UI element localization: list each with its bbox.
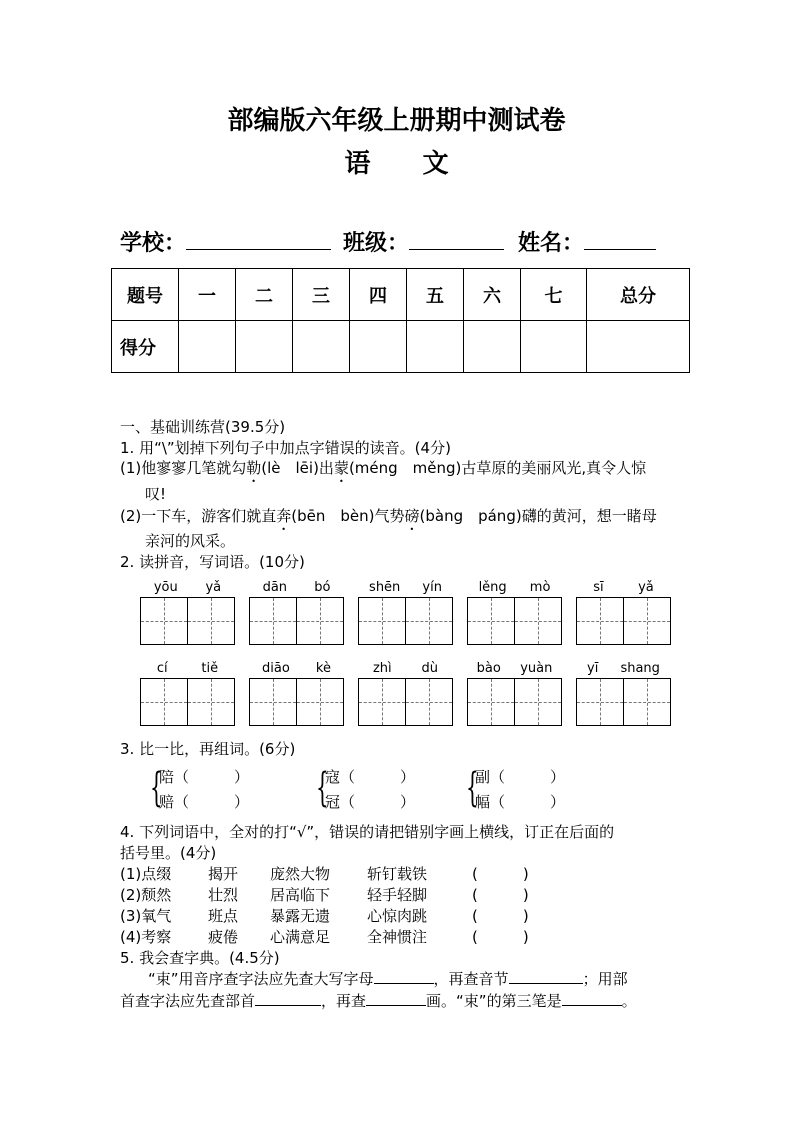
writing-box[interactable] [577, 679, 623, 725]
answer-field[interactable]: ( ) [472, 865, 529, 883]
writing-box[interactable] [296, 598, 343, 644]
writing-box[interactable] [141, 598, 187, 644]
answer-blank[interactable] [562, 991, 622, 1006]
compare-item[interactable]: 寇（ ） [325, 768, 416, 786]
compare-item[interactable]: 冠（ ） [325, 793, 416, 811]
q2-prompt: 2. 读拼音，写词语。(10分) [120, 553, 305, 571]
writing-box[interactable] [187, 598, 234, 644]
writing-box[interactable] [359, 598, 405, 644]
pinyin-group: bào yuàn [467, 660, 562, 726]
table-cell: 五 [407, 269, 464, 321]
writing-box[interactable] [187, 679, 234, 725]
subject-title: 语 文 [344, 149, 449, 179]
q4-prompt-cont: 括号里。(4分) [120, 844, 217, 862]
table-cell: 一 [179, 269, 236, 321]
pinyin-group: lěng mò [467, 579, 562, 645]
writing-box[interactable] [577, 598, 623, 644]
table-cell: 总分 [587, 269, 690, 321]
pinyin-group: diāo kè [249, 660, 344, 726]
table-cell: 六 [464, 269, 521, 321]
brace-icon: { [466, 765, 479, 811]
table-cell: 二 [236, 269, 293, 321]
q1-sentence-1: (1)他寥寥几笔就勾勒(lè lēi)出蒙(méng měng)古草原的美丽风光,真令人惊 [120, 459, 647, 477]
score-cell[interactable] [521, 321, 587, 373]
school-field[interactable] [186, 229, 331, 250]
writing-box[interactable] [405, 679, 452, 725]
brace-icon: { [150, 765, 163, 811]
q5-line-2: 首查字法应先查部首 ，再查 画。“束”的第三笔是 。 [120, 992, 637, 1010]
name-field[interactable] [584, 229, 656, 250]
writing-box[interactable] [296, 679, 343, 725]
table-cell: 四 [350, 269, 407, 321]
compare-item[interactable]: 赔（ ） [159, 793, 250, 811]
q1-sentence-2-cont: 亲河的风采。 [145, 532, 236, 550]
q4-prompt: 4. 下列词语中，全对的打“√”，错误的请把错别字画上横线，订正在后面的 [120, 823, 615, 841]
writing-box[interactable] [359, 679, 405, 725]
answer-blank[interactable] [374, 969, 434, 984]
brace-icon: { [316, 765, 329, 811]
writing-box[interactable] [405, 598, 452, 644]
compare-item[interactable]: 陪（ ） [159, 768, 250, 786]
pinyin-group: cí tiě [140, 660, 235, 726]
exam-title: 部编版六年级上册期中测试卷 [227, 106, 566, 136]
q3-prompt: 3. 比一比，再组词。(6分) [120, 740, 296, 758]
pinyin-group: sī yǎ [576, 579, 671, 645]
writing-box[interactable] [623, 598, 670, 644]
class-label: 班级： [343, 230, 410, 256]
score-table-score-row [112, 321, 690, 373]
score-cell[interactable] [587, 321, 690, 373]
score-cell[interactable] [236, 321, 293, 373]
q1-prompt: 1. 用“\”划掉下列句子中加点字错误的读音。(4分) [120, 439, 451, 457]
writing-box[interactable] [250, 679, 296, 725]
student-info [120, 226, 656, 257]
score-cell[interactable] [179, 321, 236, 373]
score-table-header-row [112, 269, 690, 321]
writing-box[interactable] [141, 679, 187, 725]
answer-blank[interactable] [509, 969, 583, 984]
writing-box[interactable] [468, 679, 514, 725]
q1-sentence-2: (2)一下车，游客们就直奔(bēn bèn)气势磅(bàng páng)礴的黄河，想一睹母 [120, 507, 657, 525]
answer-field[interactable]: ( ) [472, 886, 529, 904]
writing-box[interactable] [514, 679, 561, 725]
writing-box[interactable] [250, 598, 296, 644]
table-cell: 七 [521, 269, 587, 321]
score-cell[interactable] [293, 321, 350, 373]
table-cell: 三 [293, 269, 350, 321]
table-cell: 题号 [112, 269, 179, 321]
class-field[interactable] [409, 229, 504, 250]
writing-box[interactable] [514, 598, 561, 644]
pinyin-group: shēn yín [358, 579, 453, 645]
writing-box[interactable] [623, 679, 670, 725]
pinyin-group: zhì dù [358, 660, 453, 726]
q1-sentence-1-cont: 叹! [145, 485, 167, 503]
answer-blank[interactable] [255, 991, 321, 1006]
answer-field[interactable]: ( ) [472, 928, 529, 946]
compare-item[interactable]: 副（ ） [475, 768, 566, 786]
writing-box[interactable] [468, 598, 514, 644]
pinyin-group: yī shang [576, 660, 671, 726]
pinyin-group: yōu yǎ [140, 579, 235, 645]
score-table [111, 268, 690, 373]
pinyin-group: dān bó [249, 579, 344, 645]
compare-item[interactable]: 幅（ ） [475, 793, 566, 811]
score-cell[interactable] [464, 321, 521, 373]
answer-field[interactable]: ( ) [472, 907, 529, 925]
score-cell[interactable] [350, 321, 407, 373]
q5-line-1: “束”用音序查字法应先查大写字母 ，再查音节 ；用部 [148, 970, 628, 988]
school-label: 学校： [120, 230, 187, 256]
answer-blank[interactable] [366, 991, 426, 1006]
score-cell[interactable] [407, 321, 464, 373]
table-cell: 得分 [112, 321, 179, 373]
section-heading: 一、基础训练营(39.5分) [120, 418, 286, 436]
q5-prompt: 5. 我会查字典。(4.5分) [120, 949, 280, 967]
name-label: 姓名： [518, 230, 585, 256]
